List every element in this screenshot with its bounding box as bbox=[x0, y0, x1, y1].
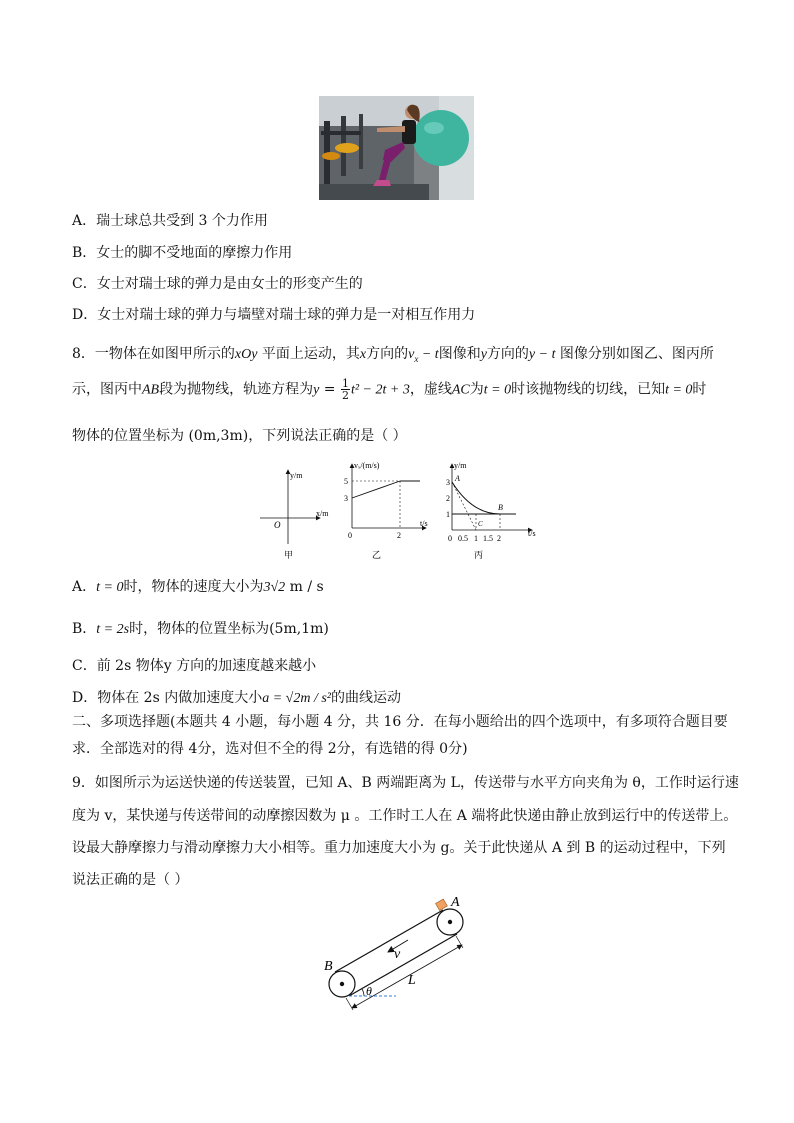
package bbox=[436, 899, 448, 910]
q8-stem-line-1: 8．一物体在如图甲所示的xOy 平面上运动，其x方向的$v_x - t$图像和y方向的y − t 图像分别如图乙、图丙所 bbox=[72, 346, 714, 364]
jia-origin: O bbox=[274, 520, 281, 530]
q8-stem-line-2: 示，图丙中AB段为抛物线，轨迹方程为y = $\frac{1}{2}$ t² − 2t + 3，虚线AC为t = 0时该抛物线的切线，已知t = 0时 bbox=[72, 377, 707, 402]
fraction-one-half: $\frac{1}{2}$ bbox=[341, 377, 349, 402]
bing-label-a: A bbox=[455, 474, 460, 483]
length-arrow bbox=[352, 945, 462, 1008]
swiss-ball-photo bbox=[319, 96, 474, 200]
bing-xtick-1: 1 bbox=[474, 534, 478, 543]
q9-stem-line-1: 9．如图所示为运送快递的传送装置，已知 A、B 两端距离为 L，传送带与水平方向夹角为 θ，工作时运行速 bbox=[72, 775, 739, 791]
q9-stem-line-3: 设最大静摩擦力与滑动摩擦力大小相等。重力加速度大小为 g。关于此快递从 A 到 B 的运动过程中，下列 bbox=[72, 840, 726, 856]
yi-caption: 乙 bbox=[372, 550, 382, 560]
q7-option-c: C．女士对瑞士球的弹力是由女士的形变产生的 bbox=[72, 276, 363, 292]
q8-option-a: A．t = 0时，物体的速度大小为3√2 m / s bbox=[72, 579, 324, 595]
yi-xlabel: t/s bbox=[420, 519, 428, 528]
bing-xtick-2: 2 bbox=[497, 534, 501, 543]
q7-option-d: D．女士对瑞士球的弹力与墙壁对瑞士球的弹力是一对相互作用力 bbox=[72, 307, 476, 323]
bing-tangent bbox=[452, 482, 476, 530]
yi-vx-line bbox=[352, 481, 400, 498]
label-a: A bbox=[451, 895, 460, 910]
yi-origin: 0 bbox=[348, 531, 352, 540]
yi-xtick-2: 2 bbox=[397, 531, 401, 540]
bing-caption: 丙 bbox=[474, 550, 484, 560]
yi-ytick-3: 3 bbox=[344, 494, 348, 503]
q8-option-d: D．物体在 2s 内做加速度大小a = √2m / s²的曲线运动 bbox=[72, 690, 401, 706]
label-v: v bbox=[394, 947, 401, 962]
jia-xlabel: x/m bbox=[316, 509, 329, 518]
conveyor-belt-diagram bbox=[316, 888, 486, 1018]
q8-stem-line-3: 物体的位置坐标为 (0m,3m)，下列说法正确的是（ ） bbox=[72, 428, 407, 444]
graph-yi bbox=[344, 461, 428, 560]
bing-ytick-3: 3 bbox=[446, 478, 450, 487]
q8-graphs bbox=[250, 458, 550, 564]
belt-top bbox=[335, 910, 443, 972]
graph-jia bbox=[260, 470, 329, 560]
graph-bing bbox=[446, 461, 536, 560]
bing-ytick-1: 1 bbox=[446, 510, 450, 519]
label-l: L bbox=[408, 973, 416, 988]
q9-stem-line-2: 度为 v，某快递与传送带间的动摩擦因数为 μ 。工作时工人在 A 端将此快递由静止放到运行中的传送带上。 bbox=[72, 808, 738, 824]
yi-ylabel: vₓ/(m/s) bbox=[354, 461, 380, 470]
q7-option-a: A．瑞士球总共受到 3 个力作用 bbox=[72, 213, 268, 229]
label-b: B bbox=[324, 959, 333, 974]
jia-ylabel: y/m bbox=[290, 471, 303, 480]
q8-option-c: C．前 2s 物体y 方向的加速度越来越小 bbox=[72, 658, 317, 674]
section-2-header-line-1: 二、多项选择题(本题共 4 小题，每小题 4 分，共 16 分．在每小题给出的四个选项中，有多项符合题目要 bbox=[72, 714, 728, 730]
q9-stem-line-4: 说法正确的是（ ） bbox=[72, 872, 189, 888]
bing-xlabel: t/s bbox=[528, 529, 536, 538]
bing-ylabel: y/m bbox=[454, 461, 467, 470]
q7-option-b: B．女士的脚不受地面的摩擦力作用 bbox=[72, 245, 293, 261]
jia-caption: 甲 bbox=[284, 550, 294, 560]
yi-ytick-5: 5 bbox=[344, 477, 348, 486]
bing-xtick-1-5: 1.5 bbox=[483, 534, 493, 543]
q8-option-b: B．t = 2s时，物体的位置坐标为(5m,1m) bbox=[72, 621, 329, 637]
bing-label-c: C bbox=[478, 520, 483, 528]
section-2-header-line-2: 求．全部选对的得 4分，选对但不全的得 2分，有选错的得 0分) bbox=[72, 741, 468, 757]
bing-parabola bbox=[452, 482, 500, 514]
bing-ytick-2: 2 bbox=[446, 494, 450, 503]
bing-label-b: B bbox=[498, 503, 503, 512]
bing-xtick-0-5: 0.5 bbox=[458, 534, 468, 543]
bing-xtick-0: 0 bbox=[448, 534, 452, 543]
label-theta: θ bbox=[366, 984, 372, 998]
